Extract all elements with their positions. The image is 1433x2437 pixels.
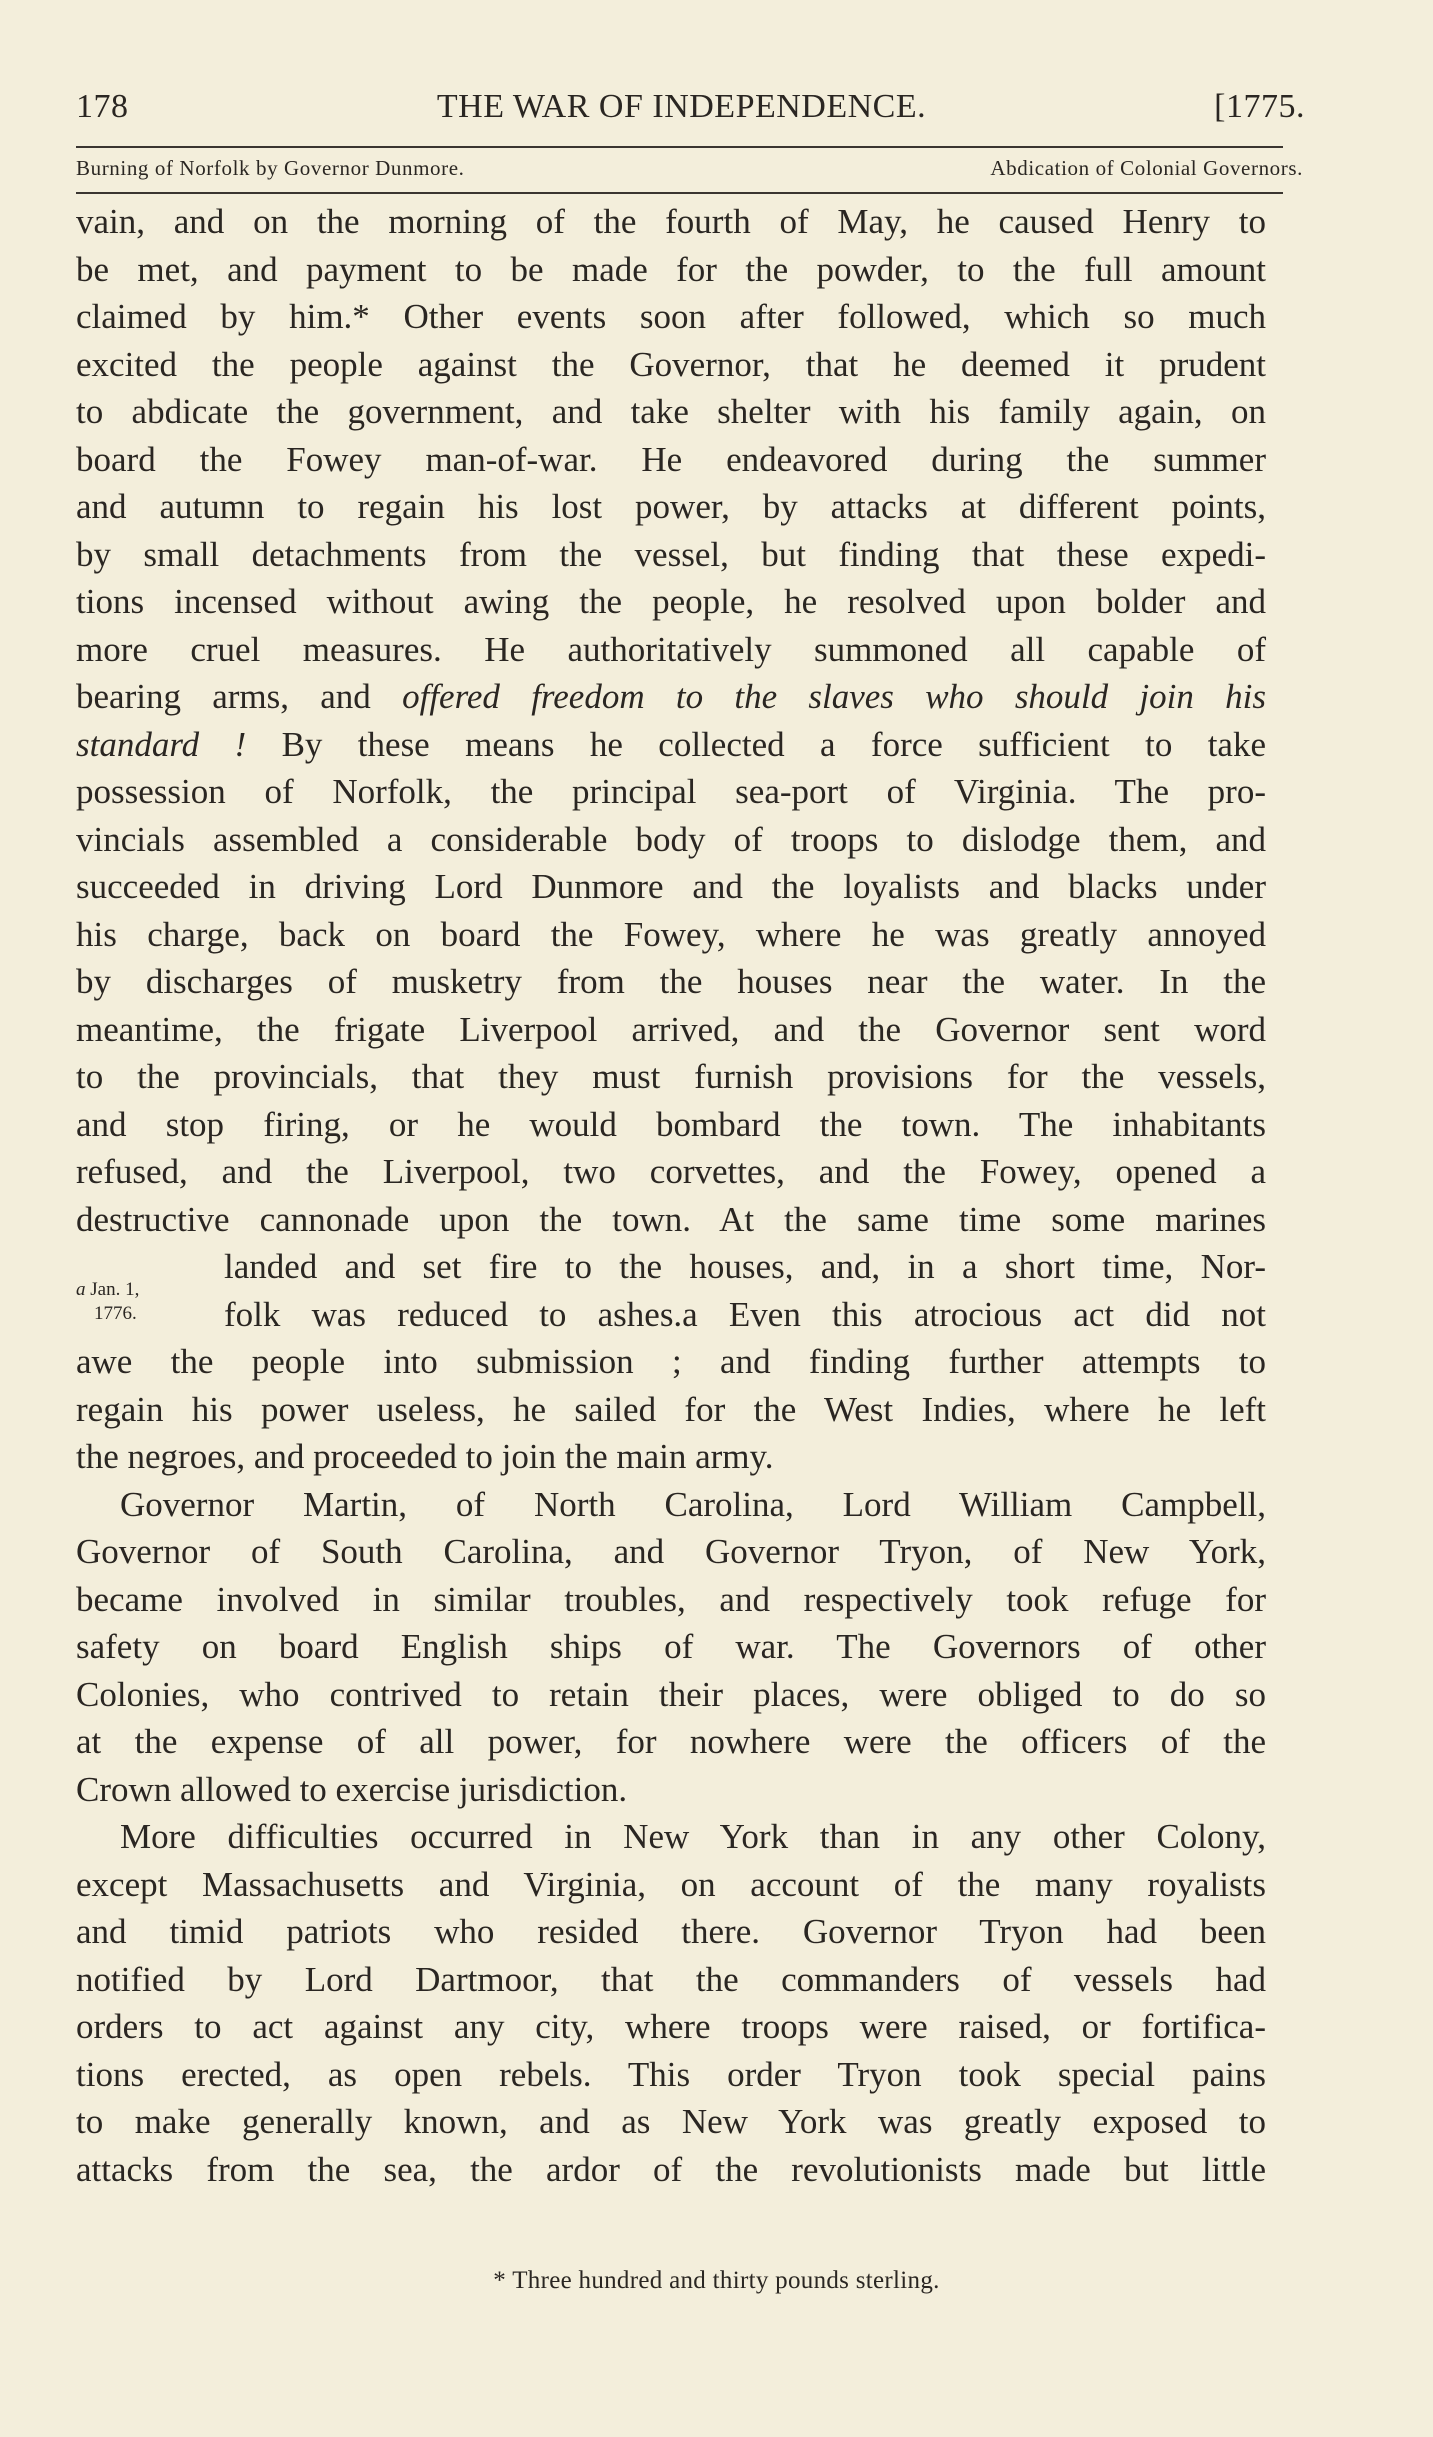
text-line bbox=[76, 673, 1266, 721]
text-line: and stop firing, or he would bombard the town. The inhabitants bbox=[76, 1104, 1266, 1144]
text-line: tions incensed without awing the people, he resolved upon bolder and bbox=[76, 582, 1266, 621]
text-line: vincials assembled a considerable body of troops to dislodge them, and bbox=[76, 819, 1266, 859]
margin-note bbox=[76, 1278, 236, 1326]
text-line: to make generally known, and as New York was greatly exposed to bbox=[76, 2102, 1266, 2141]
text-line: be met, and payment to be made for the powder, to the full amount bbox=[76, 249, 1266, 289]
margin-year: 1776. bbox=[94, 1303, 137, 1324]
text-line: except Massachusetts and Virginia, on account of the many royalists bbox=[76, 1864, 1266, 1904]
topic-subhead bbox=[76, 156, 1303, 188]
text-line: by small detachments from the vessel, but finding that these expedi- bbox=[76, 534, 1266, 574]
text-line: orders to act against any city, where troops were raised, or fortifica- bbox=[76, 2007, 1266, 2046]
text-line: to abdicate the government, and take shelter with his family again, on bbox=[76, 392, 1266, 431]
text-line: at the expense of all power, for nowhere were the officers of the bbox=[76, 1722, 1266, 1761]
text-line: the negroes, and proceeded to join the main army. bbox=[76, 1437, 774, 1476]
margin-marker: a bbox=[76, 1279, 86, 1300]
text-line: folk was reduced to ashes.a Even this atrocious act did not bbox=[224, 1294, 1266, 1334]
left-topic: Burning of Norfolk by Governor Dunmore. bbox=[76, 156, 465, 180]
text-line: safety on board English ships of war. The Governors of other bbox=[76, 1627, 1266, 1666]
margin-date: Jan. 1, bbox=[90, 1279, 140, 1300]
right-topic: Abdication of Colonial Governors. bbox=[990, 156, 1303, 180]
italic-text: offered freedom to the slaves who should join his bbox=[402, 677, 1266, 716]
text-line: awe the people into submission ; and finding further attempts to bbox=[76, 1342, 1266, 1381]
text-line: More difficulties occurred in New York than in any other Colony, bbox=[120, 1817, 1266, 1856]
text-line: his charge, back on board the Fowey, where he was greatly annoyed bbox=[76, 914, 1266, 954]
page-number: 178 bbox=[76, 88, 129, 125]
text-line: excited the people against the Governor, that he deemed it prudent bbox=[76, 344, 1266, 384]
text-line: refused, and the Liverpool, two corvettes, and the Fowey, opened a bbox=[76, 1152, 1266, 1191]
body-text bbox=[76, 198, 1266, 2193]
text-line: notified by Lord Dartmoor, that the commanders of vessels had bbox=[76, 1959, 1266, 1999]
text-line: attacks from the sea, the ardor of the revolutionists made but little bbox=[76, 2149, 1266, 2189]
text-line: tions erected, as open rebels. This order Tryon took special pains bbox=[76, 2054, 1266, 2094]
text-line: claimed by him.* Other events soon after followed, which so much bbox=[76, 297, 1266, 336]
page-year: [1775. bbox=[1214, 88, 1305, 125]
header-rule-top bbox=[76, 146, 1283, 148]
text-line: and timid patriots who resided there. Governor Tryon had been bbox=[76, 1912, 1266, 1951]
footnote: * Three hundred and thirty pounds sterling. bbox=[493, 2267, 940, 2294]
text-line: regain his power useless, he sailed for the West Indies, where he left bbox=[76, 1389, 1266, 1429]
text-line: vain, and on the morning of the fourth of May, he caused Henry to bbox=[76, 202, 1266, 241]
text-line: meantime, the frigate Liverpool arrived, and the Governor sent word bbox=[76, 1009, 1266, 1049]
running-head bbox=[76, 88, 1305, 136]
text-line: Governor of South Carolina, and Governor Tryon, of New York, bbox=[76, 1532, 1266, 1571]
text-line: to the provincials, that they must furnish provisions for the vessels, bbox=[76, 1057, 1266, 1096]
text-line bbox=[76, 721, 1266, 769]
text-line: Governor Martin, of North Carolina, Lord William Campbell, bbox=[120, 1484, 1266, 1524]
text-line: became involved in similar troubles, and respectively took refuge for bbox=[76, 1579, 1266, 1619]
text-line: Crown allowed to exercise jurisdiction. bbox=[76, 1769, 628, 1809]
text-line: by discharges of musketry from the houses near the water. In the bbox=[76, 962, 1266, 1001]
page-title: THE WAR OF INDEPENDENCE. bbox=[436, 88, 927, 125]
text-line: landed and set fire to the houses, and, in a short time, Nor- bbox=[224, 1247, 1266, 1286]
text-line: more cruel measures. He authoritatively summoned all capable of bbox=[76, 629, 1266, 669]
text-line: succeeded in driving Lord Dunmore and the loyalists and blacks under bbox=[76, 867, 1266, 906]
italic-text: standard ! bbox=[76, 724, 247, 764]
text-run: By these means he collected a force sufficient to take bbox=[246, 724, 1266, 764]
text-line: Colonies, who contrived to retain their places, were obliged to do so bbox=[76, 1674, 1266, 1714]
text-line: destructive cannonade upon the town. At the same time some marines bbox=[76, 1199, 1266, 1239]
header-rule-bottom bbox=[76, 192, 1283, 194]
text-line: board the Fowey man-of-war. He endeavored during the summer bbox=[76, 439, 1266, 479]
text-line: and autumn to regain his lost power, by attacks at different points, bbox=[76, 487, 1266, 526]
text-line: possession of Norfolk, the principal sea-port of Virginia. The pro- bbox=[76, 772, 1266, 811]
text-run: bearing arms, and bbox=[76, 677, 403, 716]
